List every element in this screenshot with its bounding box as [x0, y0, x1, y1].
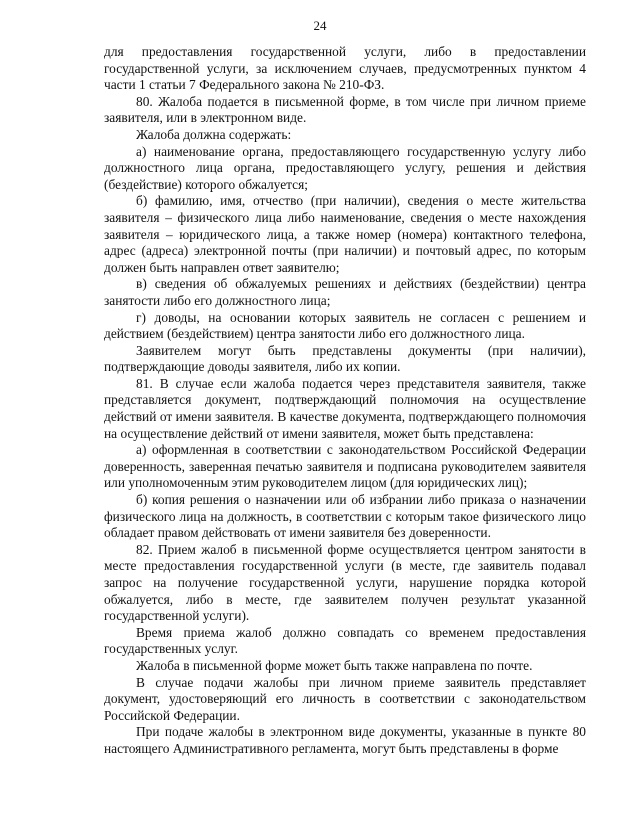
paragraph-mail: Жалоба в письменной форме может быть также направлена по почте.: [136, 657, 533, 673]
paragraph-complaint-contents: Жалоба должна содержать:: [136, 126, 292, 142]
list-item-81-b: б) копия решения о назначении или об избрании либо приказа о назначении физического лица на должность, в соответствии с которым такое физического лицо обладает правом действовать от имени заявителя без доверенности.: [104, 492, 586, 541]
paragraph-personal-reception: В случае подачи жалобы при личном приеме заявитель представляет документ, удостоверяющий его личность в соответствии с законодательством Российской Федерации.: [104, 674, 586, 723]
list-item-v: в) сведения об обжалуемых решениях и действиях (бездействии) центра занятости либо его должностного лица;: [104, 276, 586, 308]
list-item-81-a: а) оформленная в соответствии с законодательством Российской Федерации доверенность, заверенная печатью заявителя и подписана руководителем заявителя или уполномоченным этим руководителем лицом (для юридических лиц);: [104, 442, 586, 491]
paragraph-continuation: для предоставления государственной услуги, либо в предоставлении государственной услуги, за исключением случаев, предусмотренных пунктом 4 части 1 статьи 7 Федерального закона № 210-ФЗ.: [104, 44, 586, 93]
paragraph-documents: Заявителем могут быть представлены документы (при наличии), подтверждающие доводы заявителя, либо их копии.: [104, 342, 586, 375]
paragraph-82: 82. Прием жалоб в письменной форме осуществляется центром занятости в месте предоставления государственной услуги (в месте, где заявитель подавал запрос на получение государственной услуги, нарушение порядка которой обжалуется, либо в месте, где заявителем получен результат указанной государственной услуги).: [104, 541, 586, 624]
page-body: [104, 44, 586, 758]
list-item-b: б) фамилию, имя, отчество (при наличии), сведения о месте жительства заявителя – физического лица либо наименование, сведения о месте нахождения заявителя – юридического лица, а также номер (номера) контактного телефона, адрес (адреса) электронной почты (при наличии) и почтовый адрес, по которым должен быть направлен ответ заявителю;: [104, 193, 586, 275]
paragraph-electronic: При подаче жалобы в электронном виде документы, указанные в пункте 80 настоящего Административного регламента, могут быть представлены в форме: [104, 724, 586, 756]
paragraph-81: 81. В случае если жалоба подается через представителя заявителя, также представляется документ, подтверждающий полномочия на осуществление действий от имени заявителя. В качестве документа, подтверждающего полномочия на осуществление действий от имени заявителя, может быть представлена:: [104, 375, 586, 441]
page-number: 24: [313, 18, 327, 33]
paragraph-80: 80. Жалоба подается в письменной форме, в том числе при личном приеме заявителя, или в электронном виде.: [104, 93, 586, 126]
paragraph-reception-time: Время приема жалоб должно совпадать со временем предоставления государственных услуг.: [104, 624, 586, 657]
list-item-a: а) наименование органа, предоставляющего государственную услугу либо должностного лица органа, предоставляющего услугу, решения и действия (бездействие) которого обжалуется;: [104, 143, 586, 192]
list-item-g: г) доводы, на основании которых заявитель не согласен с решением и действием (бездействием) центра занятости либо его должностного лица.: [104, 309, 586, 342]
